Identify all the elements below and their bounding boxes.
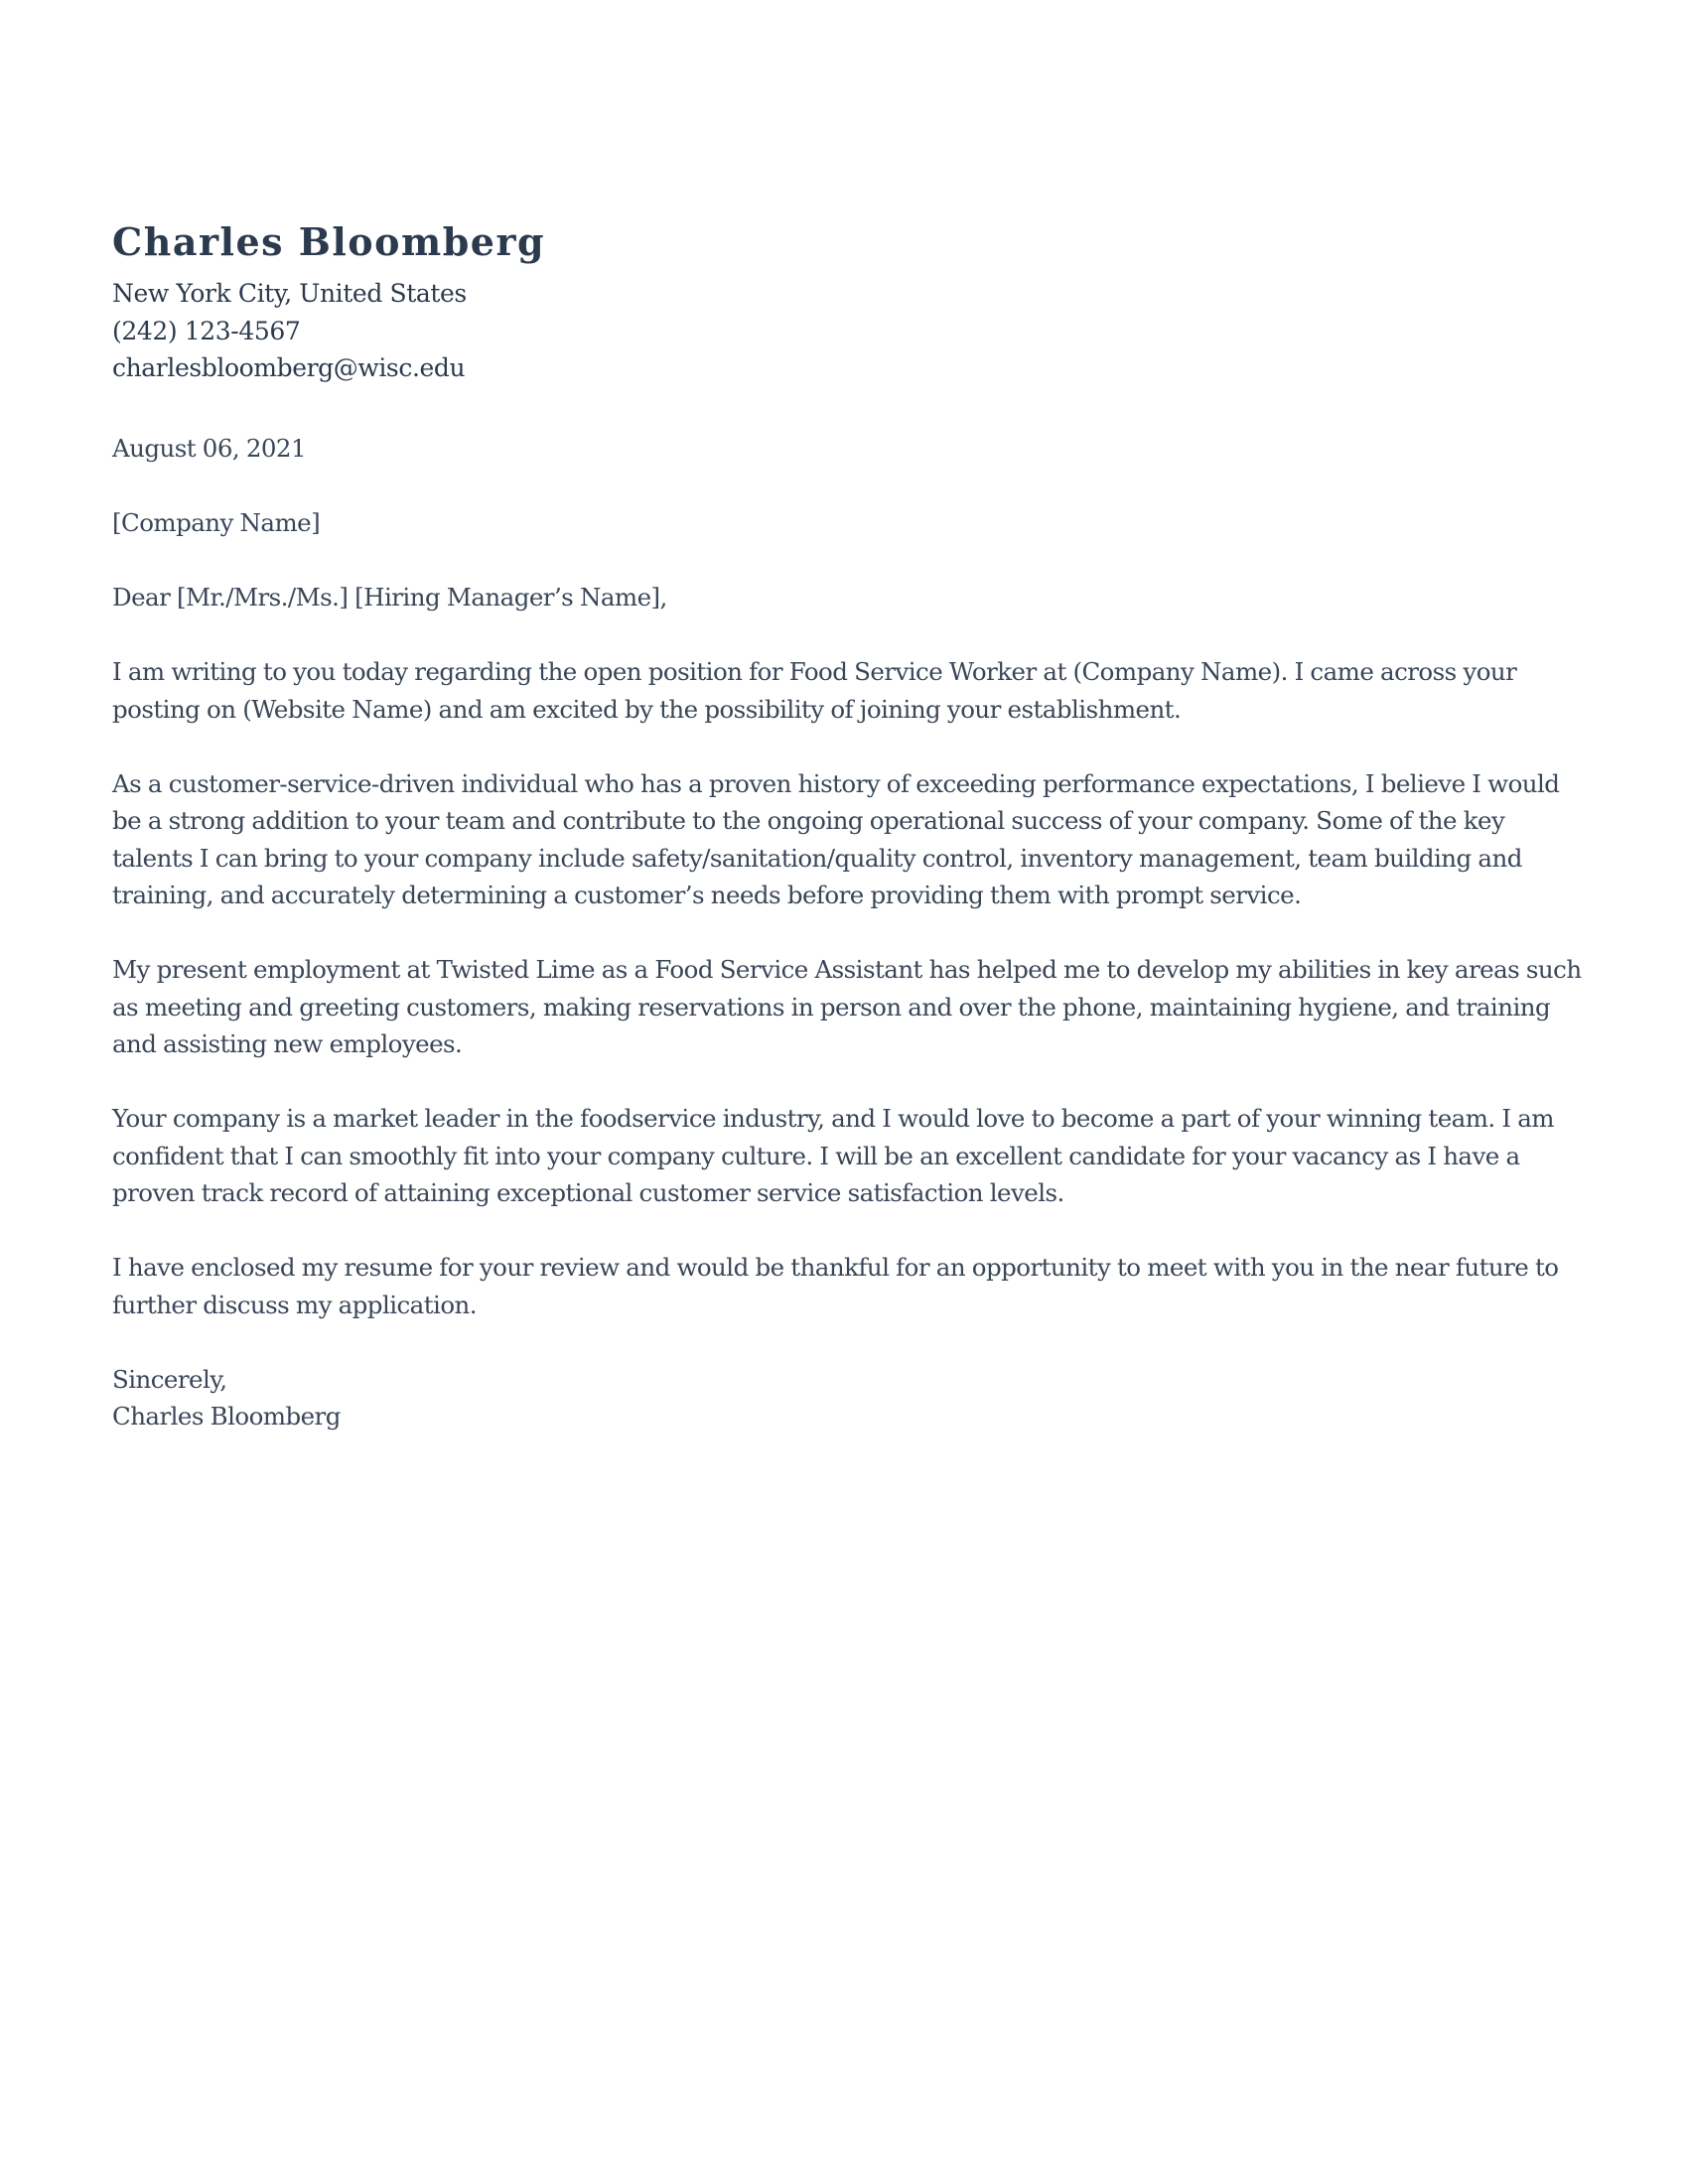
letter-date: August 06, 2021: [112, 434, 306, 463]
contact-info: [112, 275, 467, 387]
sign-off: [112, 1361, 1582, 1435]
letter-body: [112, 430, 1582, 1435]
contact-location: New York City, United States: [112, 279, 467, 308]
paragraph-intro: I am writing to you today regarding the open position for Food Service Worker at (Company Name). I came across your posting on (Website Name) and am excited by the possibility of joining your establishment.: [112, 657, 1517, 724]
salutation: Dear [Mr./Mrs./Ms.] [Hiring Manager’s Name],: [112, 583, 667, 612]
contact-phone: (242) 123-4567: [112, 316, 301, 345]
company-name: [Company Name]: [112, 508, 321, 537]
paragraph-qualifications: As a customer-service-driven individual who has a proven history of exceeding performance expectations, I believe I would be a strong addition to your team and contribute to the ongoing operational success of your company. Some of the key talents I can bring to your company include safety/sanitation/quality control, inventory management, team building and training, and accurately determining a customer’s needs before providing them with prompt service.: [112, 768, 1560, 909]
contact-email: charlesbloomberg@wisc.edu: [112, 353, 466, 382]
paragraph-closing: I have enclosed my resume for your review and would be thankful for an opportunity to meet with you in the near future to further discuss my application.: [112, 1253, 1559, 1319]
closing-phrase: Sincerely,: [112, 1364, 227, 1394]
applicant-name: Charles Bloomberg: [112, 219, 546, 264]
paragraph-company-fit: Your company is a market leader in the foodservice industry, and I would love to become a part of your winning team. I am confident that I can smoothly fit into your company culture. I will be an excellent candidate for your vacancy as I have a proven track record of attaining exceptional customer service satisfaction levels.: [112, 1104, 1554, 1207]
paragraph-experience: My present employment at Twisted Lime as a Food Service Assistant has helped me to develop my abilities in key areas such as meeting and greeting customers, making reservations in person and over the phone, maintaining hygiene, and training and assisting new employees.: [112, 955, 1582, 1058]
signature-name: Charles Bloomberg: [112, 1402, 341, 1431]
